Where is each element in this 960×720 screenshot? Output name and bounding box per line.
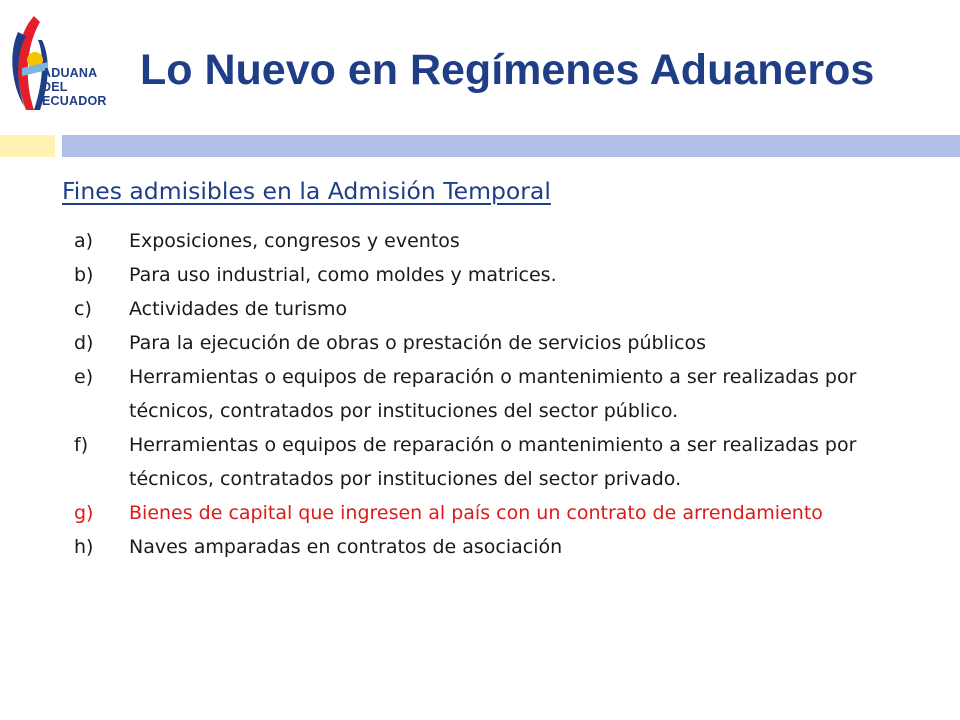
list-item <box>74 292 874 326</box>
list-item-letter: e) <box>74 366 94 388</box>
purposes-list <box>74 224 874 564</box>
decorative-bar-blue <box>62 135 960 157</box>
list-item <box>74 530 874 564</box>
list-item-text: Herramientas o equipos de reparación o mantenimiento a ser realizadas por técnicos, contratados por instituciones del sector privado. <box>129 434 857 490</box>
list-item-text: Para la ejecución de obras o prestación de servicios públicos <box>129 332 707 354</box>
list-item-letter: b) <box>74 264 94 286</box>
logo-line-1: ADUANA <box>42 66 98 80</box>
slide-subtitle: Fines admisibles en la Admisión Temporal <box>62 177 551 205</box>
list-item <box>74 224 874 258</box>
list-item-text: Para uso industrial, como moldes y matrices. <box>129 264 557 286</box>
logo-line-2: DEL <box>42 80 68 94</box>
list-item <box>74 428 874 496</box>
list-item <box>74 326 874 360</box>
list-item-text: Herramientas o equipos de reparación o mantenimiento a ser realizadas por técnicos, contratados por instituciones del sector público. <box>129 366 857 422</box>
list-item-letter: h) <box>74 536 94 558</box>
logo-text <box>42 66 107 108</box>
list-item-letter: g) <box>74 502 94 524</box>
list-item-text: Bienes de capital que ingresen al país con un contrato de arrendamiento <box>129 502 823 524</box>
list-item-letter: c) <box>74 298 92 320</box>
aduana-logo <box>4 10 134 120</box>
list-item <box>74 360 874 428</box>
list-item-letter: d) <box>74 332 94 354</box>
list-item-letter: a) <box>74 230 94 252</box>
list-item-text: Actividades de turismo <box>129 298 348 320</box>
list-item-text: Exposiciones, congresos y eventos <box>129 230 460 252</box>
logo-line-3: ECUADOR <box>42 94 107 108</box>
decorative-bar-yellow <box>0 135 55 157</box>
list-item-text: Naves amparadas en contratos de asociación <box>129 536 563 558</box>
list-item-highlighted <box>74 496 874 530</box>
list-item <box>74 258 874 292</box>
list-item-letter: f) <box>74 434 89 456</box>
slide-title: Lo Nuevo en Regímenes Aduaneros <box>140 46 875 94</box>
